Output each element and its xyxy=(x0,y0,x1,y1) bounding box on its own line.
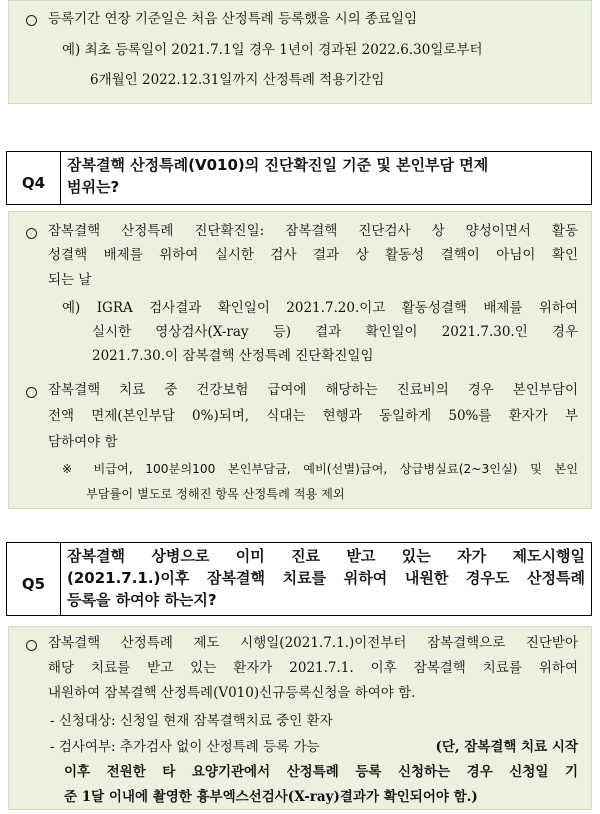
q5-a1-line2: 해당 치료를 받고 있는 환자가 2021.7.1. 이후 잠복결핵 치료를 위하여 xyxy=(48,660,578,676)
q4-question-line2: 범위는? xyxy=(67,178,120,196)
q4-note-line2: 부담률이 별도로 정해진 항목 산정특례 적용 제외 xyxy=(86,487,345,501)
top-example-line1: 예) 최초 등록일이 2021.7.1일 경우 1년이 경과된 2022.6.30일로부터 xyxy=(62,42,483,58)
q4-example-line1: 예) IGRA 검사결과 확인일이 2021.7.20.이고 활동성결핵 배제를 위하여 xyxy=(62,300,578,316)
q5-a1-line1: 잠복결핵 산정특례 제도 시행일(2021.7.1.)이전부터 잠복결핵으로 진단받아 xyxy=(48,635,578,651)
q5-question-line3: 등록을 하여야 하는지? xyxy=(67,591,217,609)
q4-example-line2: 실시한 영상검사(X-ray 등) 결과 확인일이 2021.7.30.인 경우 xyxy=(92,324,578,340)
circle-bullet-icon xyxy=(26,228,37,239)
q4-a2-line3: 담하여야 함 xyxy=(48,434,118,450)
circle-bullet-icon xyxy=(26,387,37,398)
q5-dash2-line1 xyxy=(50,737,578,757)
q4-question xyxy=(61,152,591,204)
q4-a1-line3: 되는 날 xyxy=(48,272,92,288)
q4-a1-line1: 잠복결핵 산정특례 진단확진일: 잠복결핵 진단검사 상 양성이면서 활동 xyxy=(48,223,578,239)
q4-label: Q4 xyxy=(7,152,61,204)
q5-dash2-line3: 준 1달 이내에 촬영한 흉부엑스선검사(X-ray)결과가 확인되어야 함.) xyxy=(64,789,478,805)
q5-question-line1: 잠복결핵 상병으로 이미 진료 받고 있는 자가 제도시행일 xyxy=(67,547,585,565)
q4-question-row xyxy=(6,151,592,205)
circle-bullet-icon xyxy=(26,15,37,26)
q5-dash1: - 신청대상: 신청일 현재 잠복결핵치료 중인 환자 xyxy=(50,713,333,729)
top-bullet-text: 등록기간 연장 기준일은 처음 산정특례 등록했을 시의 종료일임 xyxy=(48,11,418,27)
q5-question xyxy=(61,543,591,615)
q4-note-line1: ※ 비급여, 100분의100 본인부담금, 예비(선별)급여, 상급병실료(2~3인실) 및 본인 xyxy=(62,462,578,476)
q5-question-row xyxy=(6,542,592,616)
q5-question-line2: (2021.7.1.)이후 잠복결핵 치료를 위하여 내원한 경우도 산정특례 xyxy=(67,569,585,587)
q4-a1-line2: 성결핵 배제를 위하여 실시한 검사 결과 상 활동성 결핵이 아님이 확인 xyxy=(48,247,578,263)
q4-a2-line1: 잠복결핵 치료 중 건강보험 급여에 해당하는 진료비의 경우 본인부담이 xyxy=(48,382,578,398)
q5-dash2-bold: (단, 잠복결핵 치료 시작 xyxy=(435,739,578,755)
top-example-line2: 6개월인 2022.12.31일까지 산정특례 적용기간임 xyxy=(90,72,385,88)
circle-bullet-icon xyxy=(26,640,37,651)
q5-a1-line3: 내원하여 잠복결핵 산정특례(V010)신규등록신청을 하여야 함. xyxy=(48,685,416,701)
q5-dash2-plain: - 검사여부: 추가검사 없이 산정특례 등록 가능 xyxy=(50,739,320,755)
q4-a2-line2: 전액 면제(본인부담 0%)되며, 식대는 현행과 동일하게 50%를 환자가 부 xyxy=(48,408,578,424)
q5-label: Q5 xyxy=(7,543,61,615)
q4-example-line3: 2021.7.30.이 잠복결핵 산정특례 진단확진일임 xyxy=(92,348,374,364)
q5-dash2-line2: 이후 전원한 타 요양기관에서 산정특례 등록 신청하는 경우 신청일 기 xyxy=(64,764,578,780)
q4-question-line1: 잠복결핵 산정특례(V010)의 진단확진일 기준 및 본인부담 면제 xyxy=(67,156,489,174)
